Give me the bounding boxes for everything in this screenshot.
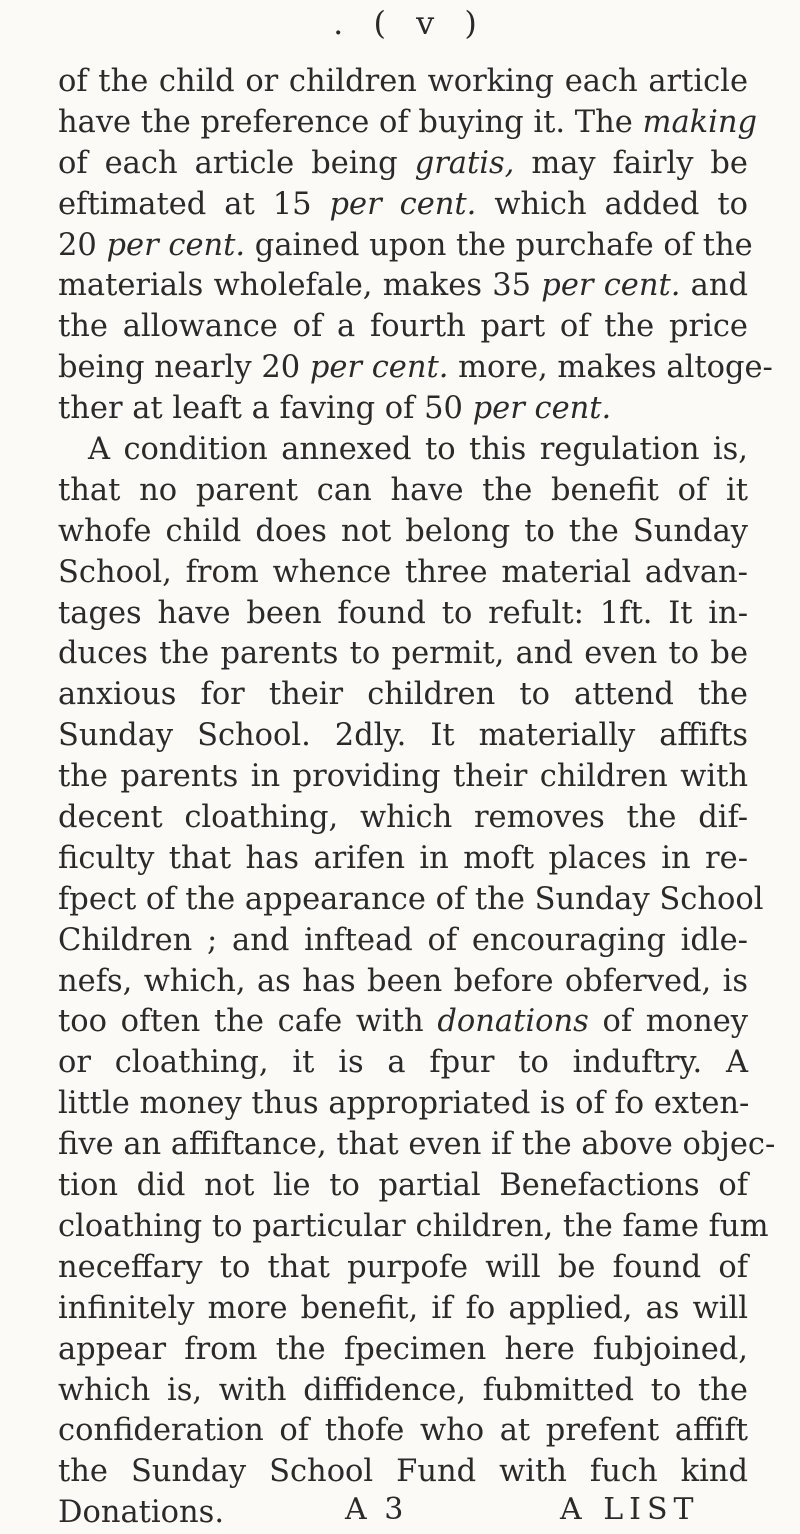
text-run: five an affiftance, that even if the above objec- — [58, 1127, 776, 1163]
text-line — [58, 1289, 748, 1330]
text-run: appear from the fpecimen here fubjoined, — [58, 1331, 748, 1367]
text-line — [58, 266, 748, 307]
text-line — [58, 880, 764, 921]
text-line — [58, 921, 748, 962]
text-run: little money thus appropriated is of fo exten- — [58, 1086, 750, 1122]
text-line — [58, 1166, 748, 1207]
text-run: confideration of thofe who at prefent affift — [58, 1413, 748, 1449]
text-line — [58, 716, 748, 757]
text-run: too often the cafe with — [58, 1004, 438, 1040]
text-line — [58, 962, 748, 1003]
body-text — [58, 62, 776, 1534]
text-line — [58, 1248, 748, 1289]
text-line — [58, 553, 748, 594]
page-number: . ( v ) — [333, 4, 487, 42]
signature-mark: A 3 — [345, 1492, 408, 1527]
text-run: gained upon the purchafe of the — [245, 227, 753, 263]
text-line — [58, 1207, 769, 1248]
text-run: of money — [588, 1004, 749, 1040]
text-line — [58, 62, 748, 103]
text-run: tion did not lie to partial Benefactions of — [58, 1168, 748, 1204]
text-line — [58, 1452, 748, 1493]
italic-run: donations — [437, 1004, 589, 1040]
text-run: may fairly be — [514, 145, 748, 181]
text-run: of each article being — [58, 145, 415, 181]
text-run: duces the parents to permit, and even to be — [58, 636, 748, 672]
italic-run: per cent. — [541, 268, 681, 304]
text-run: being nearly 20 — [58, 350, 310, 386]
text-line — [58, 675, 748, 716]
text-run: decent cloathing, which removes the dif- — [58, 800, 748, 836]
italic-run: per cent. — [329, 186, 477, 222]
text-run: cloathing to particular children, the fame fum — [58, 1208, 769, 1244]
text-run: or cloathing, it is a fpur to induftry. A — [58, 1045, 748, 1081]
text-line — [58, 1125, 776, 1166]
text-line — [58, 307, 748, 348]
text-line — [58, 103, 758, 144]
text-run: anxious for their children to attend the — [58, 677, 748, 713]
text-run: Children ; and inftead of encouraging idle- — [58, 922, 748, 958]
text-run: ficulty that has arifen in moft places in re- — [58, 840, 748, 876]
italic-run: making — [642, 104, 758, 140]
text-line — [58, 471, 748, 512]
text-line — [58, 1084, 748, 1125]
text-line — [58, 226, 753, 267]
text-line — [58, 1002, 748, 1043]
text-run: infinitely more benefit, if fo applied, as will — [58, 1290, 748, 1326]
text-line — [58, 185, 748, 226]
text-line — [58, 389, 748, 430]
text-line — [58, 1411, 748, 1452]
text-run: neceffary to that purpofe will be found of — [58, 1249, 748, 1285]
italic-run: per cent. — [106, 227, 246, 263]
text-run: 20 — [58, 227, 107, 263]
text-line — [58, 512, 748, 553]
text-run: of the child or children working each article — [58, 64, 748, 99]
text-line — [58, 594, 748, 635]
text-run: Sunday School. 2dly. It materially affifts — [58, 718, 748, 754]
text-line — [58, 1371, 748, 1412]
text-line — [58, 798, 748, 839]
text-run: eftimated at 15 — [58, 186, 330, 222]
text-run: tages have been found to refult: 1ft. It in- — [58, 595, 748, 631]
text-run: ther at leaft a faving of 50 — [58, 391, 473, 427]
text-run: and — [680, 268, 749, 304]
text-run: the Sunday School Fund with fuch kind — [58, 1454, 748, 1490]
text-run: that no parent can have the benefit of it — [58, 472, 748, 508]
text-run: more, makes altoge- — [448, 350, 773, 386]
italic-run: gratis, — [414, 145, 515, 181]
text-line — [58, 839, 748, 880]
text-run: the parents in providing their children with — [58, 759, 748, 795]
catchword: A LIST — [560, 1492, 700, 1527]
text-run: whofe child does not belong to the Sunday — [58, 513, 748, 549]
text-line — [58, 348, 773, 389]
text-line — [58, 1043, 748, 1084]
text-run: the allowance of a fourth part of the price — [58, 309, 748, 345]
italic-run: per cent. — [309, 350, 449, 386]
text-line — [58, 144, 748, 185]
text-run: nefs, which, as has been before obferved, is — [58, 963, 748, 999]
text-run: have the preference of buying it. The — [58, 104, 643, 140]
text-run: A condition annexed to this regulation is, — [88, 432, 748, 468]
text-run: School, from whence three material advan- — [58, 554, 748, 590]
text-run: which is, with diffidence, fubmitted to the — [58, 1372, 748, 1408]
italic-run: per cent. — [472, 391, 612, 427]
text-line — [58, 634, 748, 675]
text-run: fpect of the appearance of the Sunday School — [58, 881, 764, 917]
text-run: which added to — [476, 186, 748, 222]
text-line — [58, 430, 748, 471]
text-line — [58, 1330, 748, 1371]
text-line — [58, 757, 748, 798]
text-run: Donations. — [58, 1495, 225, 1531]
text-run: materials wholefale, makes 35 — [58, 268, 542, 304]
